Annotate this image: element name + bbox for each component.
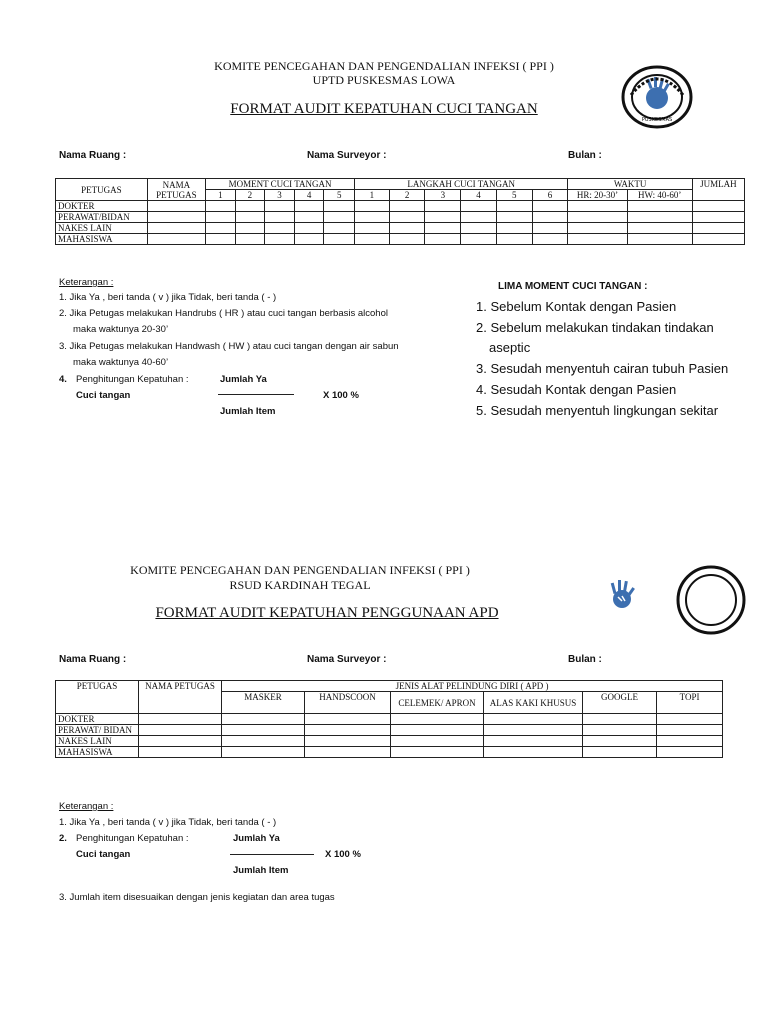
audit2-note-2: Penghitungan Kepatuhan : (76, 833, 189, 844)
langkah-num: 2 (389, 190, 425, 201)
audit1-table (55, 178, 745, 245)
table-row (56, 234, 745, 245)
row-label: NAKES LAIN (56, 223, 148, 234)
audit2-jumlah-item: Jumlah Item (233, 865, 289, 876)
audit2-table (55, 680, 723, 758)
moment-num: 2 (235, 190, 265, 201)
table-row (56, 736, 723, 747)
langkah-num: 1 (355, 190, 390, 201)
col-langkah-header: LANGKAH CUCI TANGAN (355, 179, 568, 190)
waktu-hw-header: HW: 40-60’ (627, 190, 692, 201)
audit1-note-4: Penghitungan Kepatuhan : (76, 374, 189, 385)
audit2-note-2-num: 2. (59, 833, 67, 844)
col-nama-header: NAMA PETUGAS (147, 179, 205, 201)
row-label: PERAWAT/BIDAN (56, 212, 148, 223)
audit1-note-4-num: 4. (59, 374, 67, 385)
row-label: DOKTER (56, 714, 139, 725)
waktu-hr-header: HR: 20-30’ (568, 190, 627, 201)
audit2-x100: X 100 % (325, 849, 361, 860)
audit2-header-line2: RSUD KARDINAH TEGAL (229, 578, 371, 592)
lima-moment-item-4: 4. Sesudah Kontak dengan Pasien (476, 382, 677, 397)
lima-moment-item-1: 1. Sebelum Kontak dengan Pasien (476, 299, 677, 314)
col-waktu-header: WAKTU (568, 179, 693, 190)
audit1-header-line2: UPTD PUSKESMAS LOWA (312, 73, 456, 87)
table-row (56, 212, 745, 223)
audit1-note-3b: maka waktunya 40-60’ (73, 357, 169, 368)
audit2-nama-surveyor-label: Nama Surveyor : (307, 654, 387, 665)
moment-num: 4 (294, 190, 324, 201)
col-moment-header: MOMENT CUCI TANGAN (206, 179, 355, 190)
audit1-title: FORMAT AUDIT KEPATUHAN CUCI TANGAN (230, 101, 538, 117)
row-label: MAHASISWA (56, 234, 148, 245)
moment-num: 5 (324, 190, 355, 201)
audit1-note-1: 1. Jika Ya , beri tanda ( v ) jika Tidak, beri tanda ( - ) (59, 292, 277, 303)
audit1-x100: X 100 % (323, 390, 359, 401)
lima-moment-item-3: 3. Sesudah menyentuh cairan tubuh Pasien (476, 361, 729, 376)
audit2-title: FORMAT AUDIT KEPATUHAN PENGGUNAAN APD (155, 605, 499, 621)
logo-text: PUSKESMAS (641, 117, 673, 123)
apd-col-alas-kaki: ALAS KAKI KHUSUS (484, 692, 583, 714)
audit2-note-3: 3. Jumlah item disesuaikan dengan jenis kegiatan dan area tugas (59, 892, 335, 903)
row-label: NAKES LAIN (56, 736, 139, 747)
audit1-note-3a: 3. Jika Petugas melakukan Handwash ( HW ) atau cuci tangan dengan air sabun (59, 341, 399, 352)
puskesmas-logo (621, 65, 693, 129)
apd-col-google: GOOGLE (583, 692, 657, 714)
audit1-keterangan-title: Keterangan : (59, 277, 114, 288)
col-petugas-header: PETUGAS (56, 179, 148, 201)
lima-moment-item-5: 5. Sesudah menyentuh lingkungan sekitar (476, 403, 719, 418)
audit1-header-line1: KOMITE PENCEGAHAN DAN PENGENDALIAN INFEKSI ( PPI ) (214, 59, 554, 73)
lima-moment-item-2-cont: aseptic (489, 340, 531, 355)
col-petugas-header: PETUGAS (56, 681, 139, 714)
apd-col-celemek: CELEMEK/ APRON (391, 692, 484, 714)
row-label: MAHASISWA (56, 747, 139, 758)
langkah-num: 4 (461, 190, 497, 201)
table-row (56, 714, 723, 725)
audit1-nama-ruang-label: Nama Ruang : (59, 150, 127, 161)
audit1-jumlah-ya: Jumlah Ya (220, 374, 267, 385)
apd-col-topi: TOPI (657, 692, 723, 714)
col-apd-header: JENIS ALAT PELINDUNG DIRI ( APD ) (222, 681, 723, 692)
audit1-fraction-line (218, 394, 294, 395)
col-jumlah-header: JUMLAH (692, 179, 744, 201)
lima-moment-title: LIMA MOMENT CUCI TANGAN : (498, 281, 648, 292)
audit2-note-1: 1. Jika Ya , beri tanda ( v ) jika Tidak, beri tanda ( - ) (59, 817, 277, 828)
audit1-nama-surveyor-label: Nama Surveyor : (307, 150, 387, 161)
apd-col-handscoon: HANDSCOON (305, 692, 391, 714)
table-row (56, 725, 723, 736)
audit2-bulan-label: Bulan : (568, 654, 602, 665)
hospital-logo-placeholder (675, 565, 747, 635)
langkah-num: 5 (496, 190, 532, 201)
apd-col-masker: MASKER (222, 692, 305, 714)
audit2-jumlah-ya: Jumlah Ya (233, 833, 280, 844)
table-row (56, 201, 745, 212)
audit2-header-line1: KOMITE PENCEGAHAN DAN PENGENDALIAN INFEKSI ( PPI ) (130, 563, 470, 577)
col-nama-header: NAMA PETUGAS (139, 681, 222, 714)
audit2-keterangan-title: Keterangan : (59, 801, 114, 812)
audit1-bulan-label: Bulan : (568, 150, 602, 161)
row-label: DOKTER (56, 201, 148, 212)
lima-moment-item-2: 2. Sebelum melakukan tindakan tindakan (476, 320, 714, 335)
row-label: PERAWAT/ BIDAN (56, 725, 139, 736)
audit1-jumlah-item: Jumlah Item (220, 406, 276, 417)
moment-num: 1 (206, 190, 236, 201)
langkah-num: 6 (532, 190, 568, 201)
langkah-num: 3 (425, 190, 461, 201)
audit2-nama-ruang-label: Nama Ruang : (59, 654, 127, 665)
audit1-cuci-tangan: Cuci tangan (76, 390, 131, 401)
moment-num: 3 (265, 190, 295, 201)
table-row (56, 223, 745, 234)
audit2-cuci-tangan: Cuci tangan (76, 849, 131, 860)
audit1-note-2a: 2. Jika Petugas melakukan Handrubs ( HR ) atau cuci tangan berbasis alcohol (59, 308, 388, 319)
audit1-note-2b: maka waktunya 20-30’ (73, 324, 169, 335)
table-row (56, 747, 723, 758)
hand-icon (604, 577, 640, 613)
audit2-fraction-line (230, 854, 314, 855)
